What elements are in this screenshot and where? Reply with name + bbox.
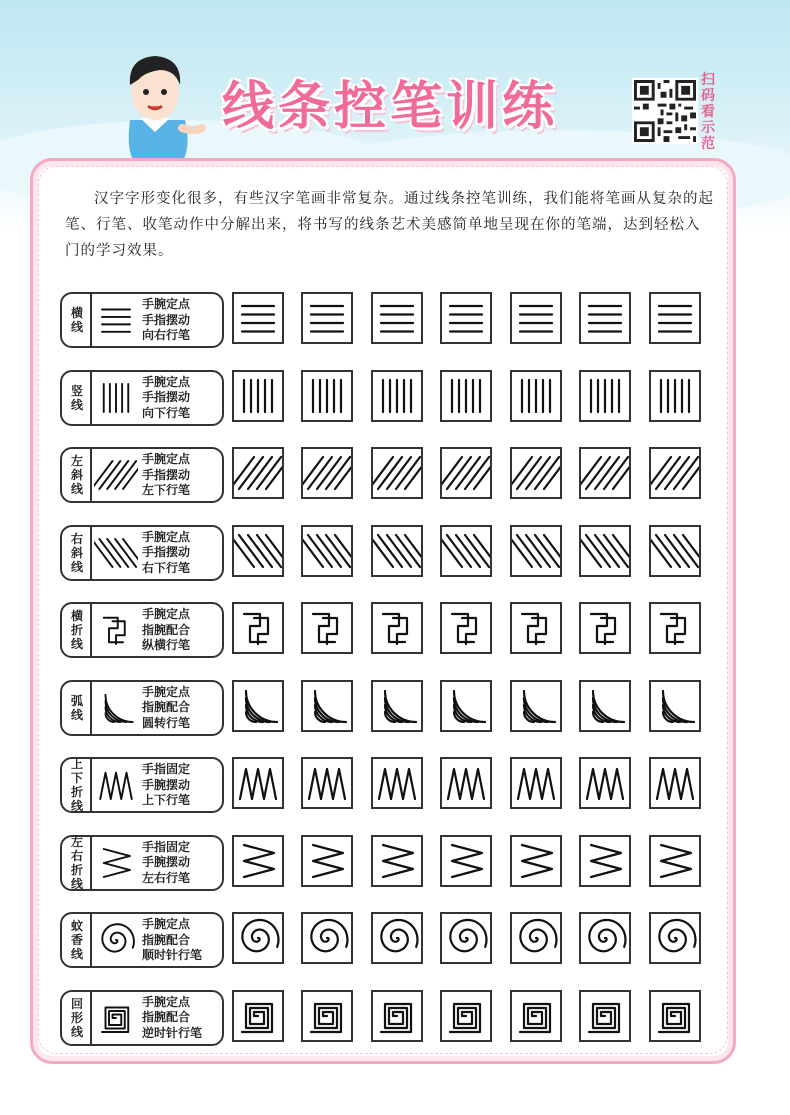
qr-caption: 扫码看示范 [701,72,715,152]
practice-cell [371,912,423,964]
instruction-line: 纵横行笔 [142,638,191,652]
instruction-line: 手指固定 [142,762,191,776]
practice-cell [510,990,562,1042]
row-instructions [142,530,220,577]
practice-cell [301,680,353,732]
practice-cell [649,525,701,577]
practice-cell [440,292,492,344]
practice-cell [371,990,423,1042]
zigzag-fold-pattern-icon [94,609,138,651]
instruction-line: 手指固定 [142,839,191,854]
row-name: 横线 [70,306,83,334]
row-name: 竖线 [70,383,83,412]
row-label-divider [90,992,92,1044]
practice-cell [510,835,562,887]
practice-cell [232,525,284,577]
left-slant-pattern-icon [94,454,138,496]
vertical-pattern-icon [94,377,138,419]
row-label-divider [90,837,92,889]
practice-cell [440,525,492,577]
practice-cell [579,757,631,809]
practice-cell [579,602,631,654]
practice-cell [232,680,284,732]
practice-row [0,757,790,817]
practice-cell [649,990,701,1042]
instruction-line: 顺时针行笔 [142,948,203,962]
practice-cell [510,525,562,577]
practice-cell [301,912,353,964]
row-label-divider [90,294,92,346]
practice-cell [440,602,492,654]
instruction-line: 手腕定点 [142,529,191,544]
instruction-line: 右下行笔 [142,560,191,575]
row-label-box [60,990,224,1046]
practice-cell [232,835,284,887]
row-label-divider [90,604,92,656]
practice-cell [232,602,284,654]
instruction-line: 指腕配合 [142,622,191,637]
practice-cell [510,447,562,499]
practice-cell [371,447,423,499]
practice-cell [232,912,284,964]
row-label-divider [90,914,92,966]
page-title: 线条控笔训练 [222,77,559,137]
intro-paragraph: 汉字字形变化很多，有些汉字笔画非常复杂。通过线条控笔训练，我们能将笔画从复杂的起笔、行笔、收笔动作中分解出来，将书写的线条艺术美感简单地呈现在你的笔端，达到轻松入门的学习效果。 [65,191,714,259]
instruction-line: 逆时针行笔 [142,1025,203,1040]
practice-row [0,602,790,662]
practice-cell [440,835,492,887]
practice-cell [440,447,492,499]
row-label-box [60,370,224,426]
practice-cell [440,370,492,422]
row-instructions [142,762,220,809]
practice-cell [510,602,562,654]
row-name: 右斜线 [70,531,83,574]
practice-row [0,525,790,585]
row-name: 上下折线 [70,757,83,813]
practice-row [0,835,790,895]
practice-cell [232,447,284,499]
practice-cell [649,680,701,732]
practice-cell [371,680,423,732]
practice-cell [301,757,353,809]
row-instructions [142,452,220,499]
practice-cell [440,757,492,809]
practice-cell [579,447,631,499]
instruction-line: 左右行笔 [142,870,191,885]
right-slant-pattern-icon [94,532,138,574]
arcs-pattern-icon [94,687,138,729]
row-name: 左斜线 [70,454,83,496]
row-instructions [142,297,220,344]
practice-cell [301,292,353,344]
instruction-line: 手腕定点 [142,297,191,311]
instruction-line: 指腕配合 [142,1010,191,1024]
row-name: 蚊香线 [70,919,83,961]
instruction-line: 手指摆动 [142,312,191,327]
practice-cell [510,912,562,964]
practice-cell [301,447,353,499]
practice-row [0,370,790,430]
row-label-box [60,912,224,968]
row-name: 回形线 [70,996,83,1039]
instruction-line: 手腕定点 [142,917,191,931]
row-instructions [142,685,220,732]
practice-cell [649,912,701,964]
instruction-line: 手腕摆动 [142,855,191,869]
row-label-box [60,602,224,658]
row-instructions [142,917,220,964]
instruction-line: 手指摆动 [142,390,191,404]
qr-code-icon[interactable] [632,78,698,144]
practice-cell [232,990,284,1042]
practice-cell [579,912,631,964]
practice-cell [579,990,631,1042]
practice-cell [440,912,492,964]
practice-row [0,292,790,352]
row-label-box [60,680,224,736]
practice-cell [440,680,492,732]
practice-row [0,912,790,972]
practice-row [0,990,790,1050]
row-label-divider [90,527,92,579]
practice-cell [232,757,284,809]
instruction-line: 向下行笔 [142,405,191,420]
row-label-box [60,757,224,813]
instruction-line: 手腕定点 [142,374,191,389]
practice-cell [579,835,631,887]
cartoon-boy-illustration [100,40,210,165]
row-label-box [60,835,224,891]
practice-row [0,447,790,507]
practice-cell [301,990,353,1042]
row-instructions [142,375,220,422]
practice-cell [301,525,353,577]
row-instructions [142,607,220,654]
row-label-divider [90,449,92,501]
instruction-line: 手指摆动 [142,467,191,482]
row-instructions [142,995,220,1042]
row-name: 左右折线 [70,834,83,891]
practice-cell [649,370,701,422]
practice-cell [649,447,701,499]
instruction-line: 圆转行笔 [142,715,191,730]
practice-cell [579,370,631,422]
practice-cell [510,757,562,809]
row-instructions [142,840,220,887]
square-spiral-pattern-icon [94,997,138,1039]
row-label-box [60,292,224,348]
practice-cell [371,757,423,809]
row-name: 横折线 [70,609,83,651]
practice-cell [579,680,631,732]
practice-cell [371,602,423,654]
instruction-line: 手指摆动 [142,545,191,559]
practice-cell [371,292,423,344]
practice-cell [371,370,423,422]
instruction-line: 手腕定点 [142,452,191,466]
instruction-line: 左下行笔 [142,483,191,497]
practice-cell [371,525,423,577]
row-label-divider [90,682,92,734]
practice-cell [371,835,423,887]
practice-cell [579,525,631,577]
horizontal-pattern-icon [94,299,138,341]
row-label-divider [90,372,92,424]
practice-cell [649,292,701,344]
practice-cell [301,370,353,422]
instruction-line: 向右行笔 [142,328,191,342]
left-right-zigzag-pattern-icon [94,842,138,884]
row-name: 弧线 [70,693,83,722]
practice-cell [510,370,562,422]
instruction-line: 手腕定点 [142,607,191,621]
practice-cell [232,370,284,422]
practice-cell [579,292,631,344]
instruction-line: 上下行笔 [142,793,191,807]
row-label-divider [90,759,92,811]
instruction-line: 指腕配合 [142,932,191,947]
practice-cell [649,757,701,809]
instruction-line: 手腕定点 [142,684,191,699]
practice-cell [510,292,562,344]
row-label-box [60,447,224,503]
practice-cell [510,680,562,732]
instruction-line: 手腕定点 [142,994,191,1009]
up-down-zigzag-pattern-icon [94,764,138,806]
instruction-line: 指腕配合 [142,700,191,714]
practice-cell [440,990,492,1042]
instruction-line: 手腕摆动 [142,777,191,792]
spiral-pattern-icon [94,919,138,961]
practice-row [0,680,790,740]
practice-cell [649,835,701,887]
practice-cell [649,602,701,654]
practice-cell [301,602,353,654]
practice-cell [301,835,353,887]
row-label-box [60,525,224,581]
practice-cell [232,292,284,344]
